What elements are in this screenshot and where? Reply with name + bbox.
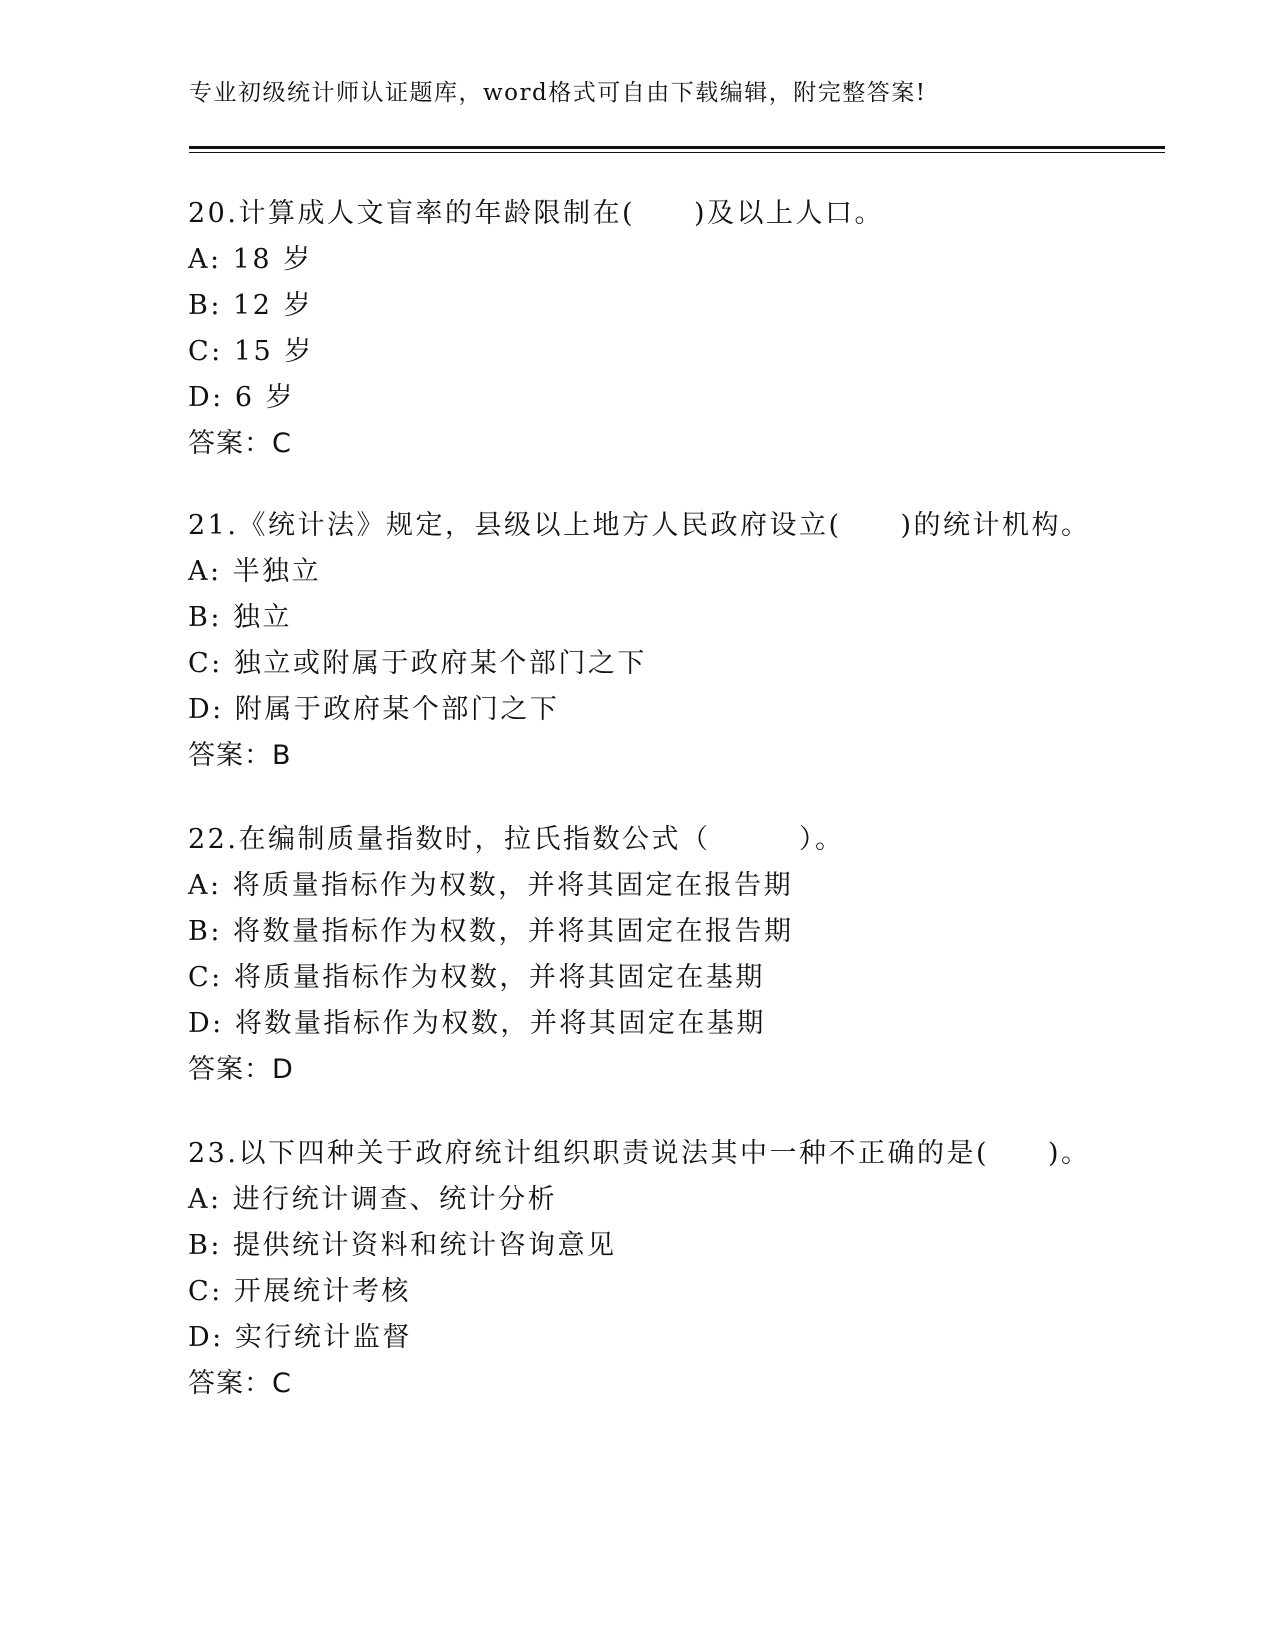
option-b: B: 提供统计资料和统计咨询意见 [188, 1230, 617, 1261]
document-header: 专业初级统计师认证题库，word格式可自由下载编辑，附完整答案! [189, 80, 927, 106]
question-23 [188, 1131, 1148, 1407]
option-a: A: 将质量指标作为权数，并将其固定在报告期 [188, 870, 794, 901]
option-b: B: 12 岁 [188, 290, 313, 321]
answer-line: 答案：D [188, 1054, 294, 1085]
question-20 [188, 191, 1148, 467]
header-divider-thin [189, 152, 1165, 153]
question-stem: 23.以下四种关于政府统计组织职责说法其中一种不正确的是( )。 [188, 1138, 1091, 1169]
answer-line: 答案：C [188, 1368, 292, 1399]
question-21 [188, 503, 1148, 779]
option-d: D: 实行统计监督 [188, 1322, 412, 1353]
option-c: C: 独立或附属于政府某个部门之下 [188, 648, 647, 679]
option-d: D: 附属于政府某个部门之下 [188, 694, 560, 725]
option-a: A: 进行统计调查、统计分析 [188, 1184, 558, 1215]
answer-line: 答案：B [188, 740, 292, 771]
answer-line: 答案：C [188, 428, 292, 459]
option-d: D: 6 岁 [188, 382, 296, 413]
option-d: D: 将数量指标作为权数，并将其固定在基期 [188, 1008, 766, 1039]
question-stem: 21.《统计法》规定，县级以上地方人民政府设立( )的统计机构。 [188, 510, 1091, 541]
header-divider-thick [189, 146, 1165, 149]
question-stem: 22.在编制质量指数时，拉氏指数公式（ ）。 [188, 824, 845, 855]
option-c: C: 将质量指标作为权数，并将其固定在基期 [188, 962, 765, 993]
question-stem: 20.计算成人文盲率的年龄限制在( )及以上人口。 [188, 198, 885, 229]
option-a: A: 18 岁 [188, 244, 313, 275]
option-c: C: 15 岁 [188, 336, 314, 367]
option-b: B: 将数量指标作为权数，并将其固定在报告期 [188, 916, 794, 947]
option-b: B: 独立 [188, 602, 293, 633]
question-22 [188, 817, 1148, 1093]
option-a: A: 半独立 [188, 556, 322, 587]
option-c: C: 开展统计考核 [188, 1276, 411, 1307]
